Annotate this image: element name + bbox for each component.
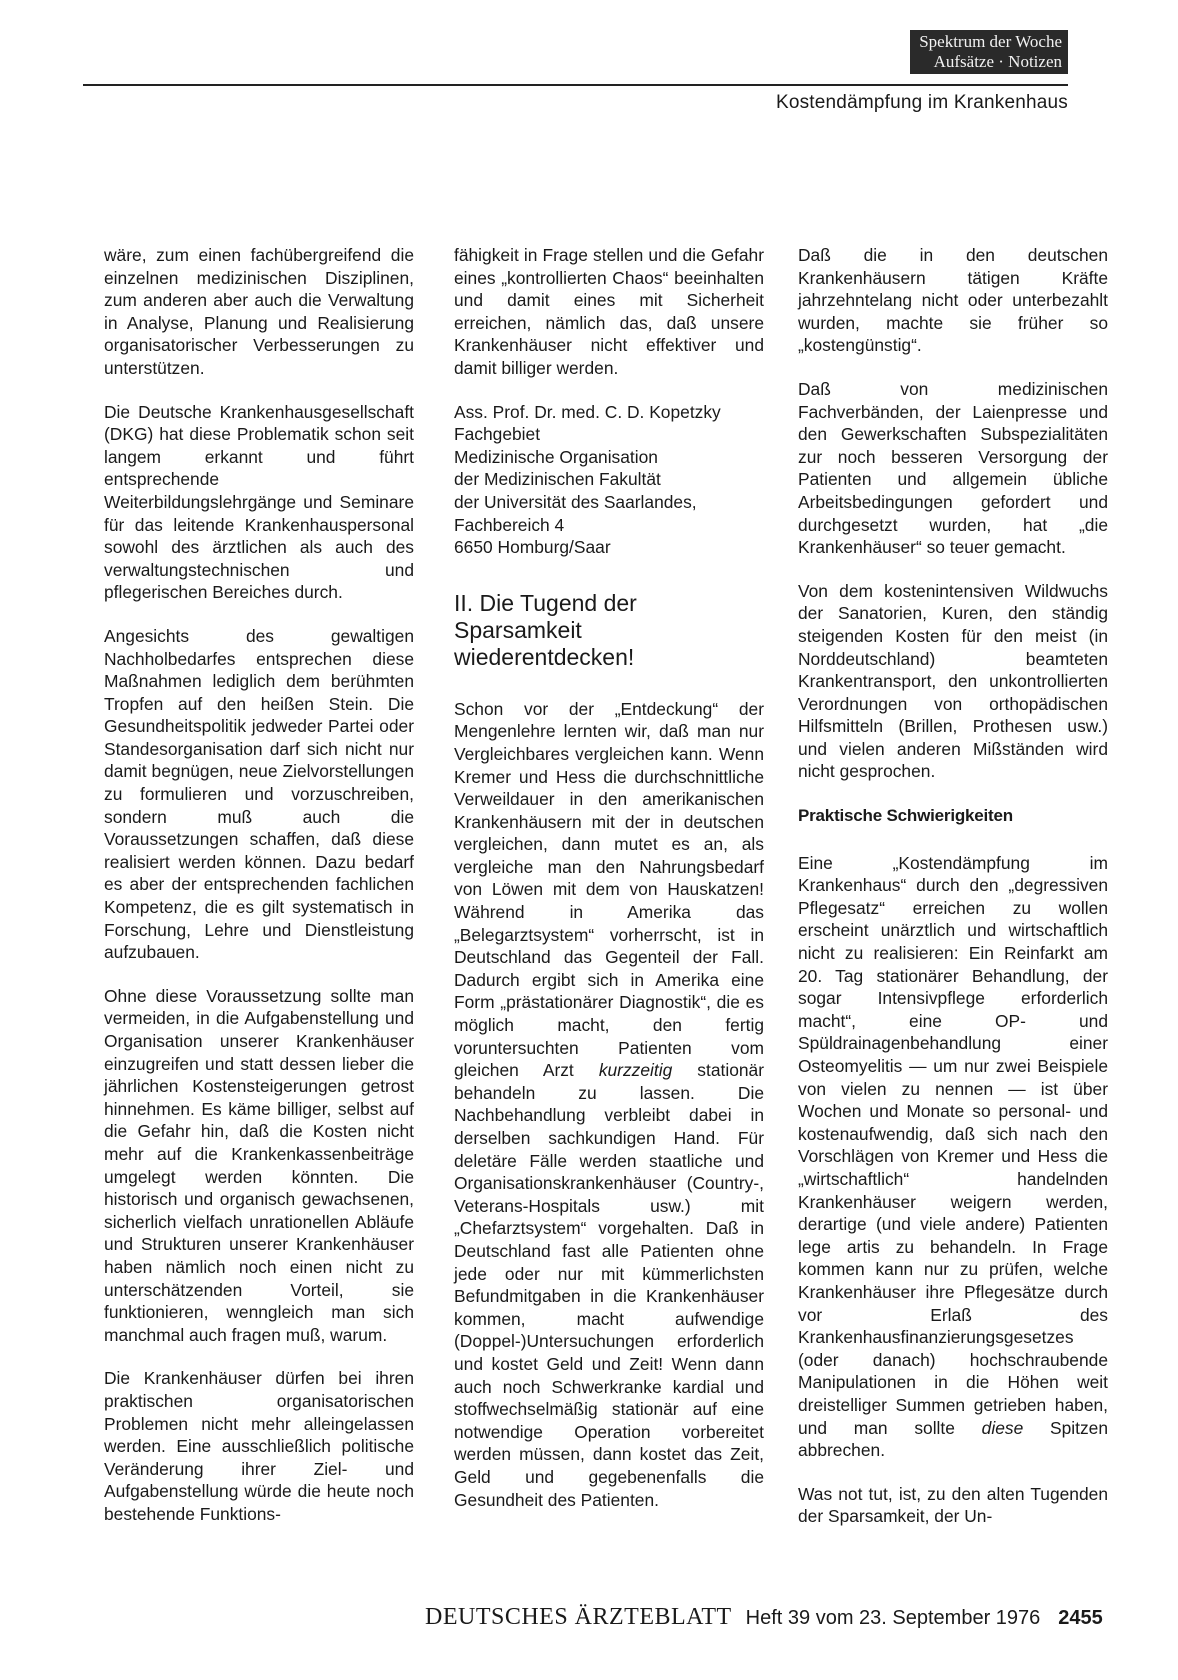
section-heading: II. Die Tugend der Sparsamkeit wiederentdecken!	[454, 589, 637, 670]
section-label-box	[910, 30, 1068, 74]
section-label-line1: Spektrum der Woche	[919, 32, 1062, 51]
affiliation-line: Fachgebiet	[454, 424, 541, 445]
page-number: 2455	[1058, 1607, 1103, 1629]
author-affiliation	[454, 401, 764, 559]
text-run: Schon vor der „Entdeckung“ der Mengenlehre lernten wir, daß man nur Vergleichbares vergleichen kann. Wenn Kremer und Hess die durchschnittliche Verweildauer in den amerikanischen Krankenhäusern mit der in deutschen vergleichen, dann mutet es an, als vergleiche man den Nahrungsbedarf von Löwen mit dem von Hauskatzen! Während in Amerika das „Belegarztsystem“ vorherrscht, ist in Deutschland das Gegenteil der Fall. Dadurch ergibt sich in Amerika eine Form „prästationärer Diagnostik“, die es möglich macht, den fertig voruntersuchten Patienten vom gleichen Arzt	[454, 698, 764, 1081]
emphasis-text: diese	[981, 1417, 1024, 1438]
paragraph: wäre, zum einen fachübergreifend die einzelnen medizinischen Disziplinen, zum anderen aber auch die Verwaltung in Analyse, Planung und Realisierung organisatorischer Verbesserungen zu unterstützen.	[104, 245, 414, 378]
paragraph: Was not tut, ist, zu den alten Tugenden der Sparsamkeit, der Un-	[798, 1483, 1108, 1527]
section-label-line2: Aufsätze · Notizen	[933, 52, 1062, 71]
text-run: Eine „Kostendämpfung im Krankenhaus“ durch den „degressiven Pflegesatz“ erreichen zu wollen erscheint unärztlich und wirtschaftlich nicht zu realisieren: Ein Reinfarkt am 20. Tag stationärer Behandlung, der sogar Intensivpflege erforderlich macht“, eine OP- und Spüldrainagenbehandlung einer Osteomyelitis — um nur zwei Beispiele von vielen zu nennen — ist über Wochen und Monate so personal- und kostenaufwendig, daß sich nach den Vorschlägen von Kremer und Hess die „wirtschaftlich“ handelnden Krankenhäuser weigern werden, derartige (und viele andere) Patienten lege artis zu behandeln. In Frage kommen kann nur zu prüfen, welche Krankenhäuser ihre Pflegesätze durch vor Erlaß des Krankenhausfinanzierungsgesetzes (oder danach) hochschraubende Manipulationen in die Höhen weit dreistelliger Summen getrieben haben, und man sollte	[798, 852, 1108, 1438]
affiliation-line: Fachbereich 4	[454, 514, 565, 535]
paragraph	[798, 852, 1108, 1462]
journal-name: DEUTSCHES ÄRZTEBLATT	[425, 1604, 732, 1630]
emphasis-text: kurzzeitig	[598, 1060, 673, 1081]
paragraph: Die Deutsche Krankenhausgesellschaft (DKG) hat diese Problematik schon seit langem erkannt und führt entsprechende Weiterbildungslehrgänge und Seminare für das leitende Krankenhauspersonal sowohl des ärztlichen als auch des verwaltungstechnischen und pflegerischen Bereiches durch.	[104, 401, 414, 603]
page-footer	[425, 1604, 1103, 1631]
text-run: stationär behandeln zu lassen. Die Nachbehandlung verbleibt dabei in derselben sachkundigen Hand. Für deletäre Fälle werden staatliche und Organisationskrankenhäuser (Country-, Veterans-Hospitals usw.) mit „Chefarztsystem“ vorgehalten. Daß in Deutschland fast alle Patienten ohne jede oder nur mit kümmerlichsten Befundmitgaben in die Krankenhäuser kommen, macht aufwendige (Doppel-)Untersuchungen erforderlich und kostet Geld und Zeit! Wenn dann auch noch Schwerkranke kardial und stoffwechselmäßig stationär auf eine notwendige Operation vorbereitet werden müssen, dann kostet das Zeit, Geld und gegebenenfalls die Gesundheit des Patienten.	[454, 1060, 764, 1510]
header-rule	[83, 84, 1068, 86]
paragraph: Daß von medizinischen Fachverbänden, der Laienpresse und den Gewerkschaften Subspezialitäten zur noch besseren Versorgung der Patienten und allgemein übliche Arbeitsbedingungen gefordert und durchgesetzt wurden, hat „die Krankenhäuser“ so teuer gemacht.	[798, 378, 1108, 558]
paragraph	[454, 698, 764, 1511]
paragraph: Angesichts des gewaltigen Nachholbedarfes entsprechen diese Maßnahmen lediglich dem berühmten Tropfen auf den heißen Stein. Die Gesundheitspolitik jedweder Partei oder Standesorganisation darf sich nicht nur damit begnügen, neue Zielvorstellungen zu formulieren und vorzuschreiben, sondern muß auch die Voraussetzungen schaffen, daß diese realisiert werden können. Dazu bedarf es aber der entsprechenden fachlichen Kompetenz, die es gilt systematisch in Forschung, Lehre und Dienstleistung aufzubauen.	[104, 625, 414, 963]
affiliation-line: der Medizinischen Fakultät	[454, 469, 661, 490]
column-3	[798, 244, 1108, 1549]
paragraph: fähigkeit in Frage stellen und die Gefahr eines „kontrollierten Chaos“ beeinhalten und damit eines mit Sicherheit erreichen, nämlich das, daß unsere Krankenhäuser nicht effektiver und damit billiger werden.	[454, 245, 764, 378]
paragraph: Die Krankenhäuser dürfen bei ihren praktischen organisatorischen Problemen nicht mehr alleingelassen werden. Eine ausschließlich politische Veränderung ihrer Ziel- und Aufgabenstellung würde die heute noch bestehende Funktions-	[104, 1368, 414, 1524]
column-2	[454, 244, 764, 1532]
affiliation-line: der Universität des Saarlandes,	[454, 491, 697, 512]
paragraph: Ohne diese Voraussetzung sollte man vermeiden, in die Aufgabenstellung und Organisation unserer Krankenhäuser einzugreifen und statt dessen lieber die jährlichen Kostensteigerungen getrost hinnehmen. Es käme billiger, selbst auf die Gefahr hin, daß die Kosten nicht mehr auf die Krankenkassenbeiträge umgelegt werden könnten. Die historisch und organisch gewachsenen, sicherlich vielfach unrationellen Abläufe und Strukturen unserer Krankenhäuser haben nämlich noch einen nicht zu unterschätzenden Vorteil, sie funktionieren, wenngleich man sich manchmal auch fragen muß, warum.	[104, 985, 414, 1345]
text-run: Spitzen abbrechen.	[798, 1417, 1108, 1461]
paragraph: Daß die in den deutschen Krankenhäusern tätigen Kräfte jahrzehntelang nicht oder unterbezahlt wurden, machte sie früher so „kostengünstig“.	[798, 245, 1108, 356]
affiliation-line: 6650 Homburg/Saar	[454, 537, 611, 558]
affiliation-line: Ass. Prof. Dr. med. C. D. Kopetzky	[454, 401, 721, 422]
affiliation-line: Medizinische Organisation	[454, 446, 658, 467]
subsection-heading: Praktische Schwierigkeiten	[798, 806, 1013, 826]
paragraph: Von dem kostenintensiven Wildwuchs der Sanatorien, Kuren, den ständig steigenden Kosten für den meist (in Norddeutschland) beamteten Krankentransport, den unkontrollierten Verordnungen von orthopädischen Hilfsmitteln (Brillen, Prothesen usw.) und vielen anderen Mißständen wird nicht gesprochen.	[798, 580, 1108, 782]
running-title: Kostendämpfung im Krankenhaus	[775, 92, 1068, 113]
issue-info: Heft 39 vom 23. September 1976	[745, 1607, 1041, 1629]
column-1	[104, 244, 414, 1546]
